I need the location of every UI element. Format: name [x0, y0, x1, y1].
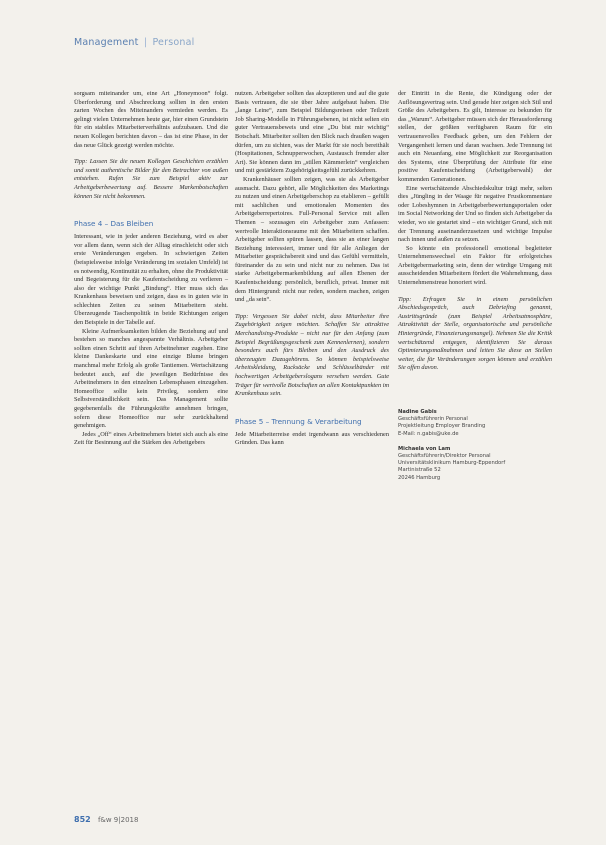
- text-column-3: [398, 90, 552, 490]
- header-separator: |: [143, 37, 148, 48]
- paragraph: Interessant, wie in jeder anderen Beziehung, wird es aber vor allem dann, wenn sich der Alltag einschleicht oder sich erste Veränderungen ergeben. In schwierigen Zeiten (beispielsweise infolge Veränderung im sozialen Umfeld) ist es notwendig, Kontinuität zu erhalten, ohne die Produktivität und Begeisterung für die Kaufentscheidung zu verlieren – also der wichtige Punkt „Bindung“. Hier muss sich das Krankenhaus beweisen und zeigen, dass es in guten wie in schlechten Zeiten zu seinen Mitarbeitern steht. Überzeugende Taschenpolitik in beide Richtungen zeigen den Beispiele in der Tabelle auf.: [74, 233, 228, 327]
- paragraph: der Eintritt in die Rente, die Kündigung oder der Auflösungsvertrag sein. Und gerade hier zeigen sich Stil und Größe des Arbeitgebers. Es gilt, Interesse zu bekunden für das „Warum“. Arbeitgeber müssen sich der Herausforderung stellen, der größten verfügbaren Raum für ein vertrauensvolles Feedback geben, um den Fehlern der Vergangenheit lernen und daran wachsen. Jede Trennung ist auch ein Neuanfang, eine Möglichkeit zur Reorganisation des Systems, eine Überprüfung der Attribute für eine positive Kaufentscheidung (Arbeitgeberwahl) der kommenden Generationen.: [398, 90, 552, 183]
- author-info: [398, 409, 552, 482]
- paragraph: Jedes „Off“ eines Arbeitnehmers bietet sich auch als eine Zeit für Besinnung auf die Stärken des Arbeitgebers: [74, 430, 228, 447]
- journal-name: f&w 9|2018: [97, 816, 139, 824]
- author-line: Projektleitung Employer Branding: [398, 423, 486, 430]
- page-footer: [74, 815, 138, 824]
- author-name: Nadine Gabis: [398, 409, 437, 415]
- section-title: Management: [74, 37, 139, 48]
- paragraph: sorgsam miteinander um, eine Art „Honeymoon“ folgt. Überforderung und Abschreckung sollten in den ersten zarten Wochen des Miteinanders vermieden werden. Es gelingt vielen Unternehmen heute gar, hier einen Grundstein für ein stabiles Mitarbeiterverhältnis aufzubauen. Und die neuen Kollegen berichten davon – das ist eine Phase, in der das neue Glück gezeigt werden möchte.: [74, 90, 228, 149]
- paragraph: Krankenhäuser sollten zeigen, was sie als Arbeitgeber ausmacht. Dazu gehört, alle Möglichkeiten des Marketings zu nutzen und einen Arbeitgeberschop zu etablieren – gefüllt mit sachlichen und emotionalen Momenten des Arbeitgeberrepertoires. Full-Personal Service mit allen Themen – sozusagen ein Arbeitgeber zum Anfassen: wertvolle Interaktionsraume mit den Mitarbeitern schaffen. Arbeitgeber sollten spüren lassen, dass sie an einer langen Beziehung interessiert, immer und für alle Anliegen der Mitarbeiter gesprächsbereit sind und das Gefühl vermitteln, füreinander da zu sein und nicht nur zu nehmen. Das ist starke Arbeitgebermarkenbildung auf allen Ebenen der Kaufentscheidung: persönlich, beruflich, privat. Immer mit dem Hintergrund: nicht nur reden, sondern machen, zeigen und „da sein“.: [235, 175, 389, 304]
- author-line: Universitätsklinikum Hamburg-Eppendorf: [398, 460, 506, 467]
- paragraph: Kleine Aufmerksamkeiten bilden die Beziehung auf und bestehen so manches angespannte Verhältnis. Arbeitgeber sollten einen Schritt auf ihren Arbeitnehmer zugehen. Eine kleine Dankeskarte und eine einzige Blume bringen manchmal mehr Erfolg als große Tantiemen. Wertschätzung bedeutet auch, auf die jeweiligen Bedürfnisse des Arbeitnehmers in den einzelnen Lebensphasen einzugehen. Homeoffice sollte kein Privileg, sondern eine Selbstverständlichkeit sein. Das Management sollte gegebenenfalls die Führungskräfte annehmen bringen, sofern diese Homeoffice nur sehr zurückhaltend genehmigen.: [74, 327, 228, 430]
- text-column-2: [235, 90, 389, 448]
- section-heading-phase-4: Phase 4 – Das Bleiben: [74, 219, 154, 229]
- author-block: [398, 409, 552, 438]
- subsection-title: Personal: [152, 37, 195, 48]
- author-city: 20246 Hamburg: [398, 474, 441, 481]
- paragraph: Eine wertschätzende Abschiedskultur trägt mehr, selten dies „Jüngling in der Waage für negative Frustkommentare oder Lobeshymnen in Arbeitgeberbewertungsportalen oder im Social Networking der Und so finden sich Arbeitgeber da wieder, wo sie gestartet sind – ein wichtiger Grund, sich mit der Trennung auseinanderzusetzen und wichtige Impulse nach innen und außen zu setzen.: [398, 184, 552, 244]
- tip-paragraph: Tipp: Vergessen Sie dabei nicht, dass Mitarbeiter ihre Zugehörigkeit zeigen möchten. Schaffen Sie attraktive Merchandising-Produkte – nicht nur für den Anfang (zum Beispiel Begrüßungsgeschenk zum Kennenlernen), sondern besonders auch fürs Bleiben und den Ausdruck des überzeugten Dazugehörens. So können beispielsweise Arbeitskleidung, Rucksäcke und Schlüsselbänder mit hochwertigen Arbeitgeberslogans versehen werden. Gute Träger für wertvolle Botschaften an allen Kontaktpunkten im Krankenhaus sein.: [235, 312, 389, 398]
- tip-paragraph: Tipp: Erfragen Sie in einem persönlichen Abschiedsgespräch, auch Debriefing genannt, Austrittsgründe (zum Beispiel Arbeitsatmosphäre, Attraktivität der Stelle, organisatorische und persönliche Hintergründe, Finanzierungsmangel). Nehmen Sie die Kritik wertschätzend entgegen, identifizieren Sie daraus Optimierungsmaßnahmen und leiten Sie diese an Stellen weiter, die für Veränderungen sorgen können und erzählen Sie offen davon.: [398, 295, 552, 372]
- author-block: [398, 446, 552, 482]
- author-role: Geschäftsführerin/Direktor Personal: [398, 453, 491, 460]
- author-role: Geschäftsführerin Personal: [398, 416, 468, 423]
- author-email: E-Mail: n.gabis@uke.de: [398, 430, 459, 437]
- paragraph: nutzen. Arbeitgeber sollten das akzeptieren und auf die gute Basis vertrauen, die sie über Jahre aufgebaut haben. Die „lange Leine“, zum Beispiel Bildungsreisen oder Teilzeit Job Sharing-Modelle in Führungsebenen, ist nicht selten ein guter Vertrauensbeweis und eine „Du bist mir wichtig“ Botschaft. Mitarbeiter sollten den Blick nach draußen wagen dürfen, um zu sichten, was der Markt für sie noch bereithält (Hospitationen, Schnupperwochen, Austausch fremder alter Art). Sie können dann im „stillen Kämmerlein“ vergleichen und mit gestärktem Zugehörigkeitsgefühl zurückkehren.: [235, 90, 389, 175]
- author-name: Michaela von Lam: [398, 445, 451, 452]
- paragraph: Jede Mitarbeiterreise endet irgendwann aus verschiedenen Gründen. Das kann: [235, 430, 389, 447]
- section-heading-phase-5: Phase 5 – Trennung & Verarbeitung: [235, 416, 362, 426]
- tip-paragraph: Tipp: Lassen Sie die neuen Kollegen Geschichten erzählen und somit authentische Bilder für den Betrachter von außen entstehen. Rufen Sie zum Beispiel aktiv zur Arbeitgeberbewertung auf. Bessere Markenbotschaften können Sie nicht bekommen.: [74, 158, 228, 200]
- page-number: 852: [74, 815, 91, 824]
- author-address: Martinistraße 52: [398, 467, 441, 474]
- section-header: [74, 37, 194, 48]
- text-column-1: [74, 90, 228, 448]
- paragraph: So könnte ein professionell emotional begleiteter Unternehmenswechsel ein Faktor für erfolgreiches Arbeitgebermarketing sein, denn der würdige Umgang mit ausscheidenden Mitarbeitern fördert die Wahrnehmung, dass Unternehmenstreue honoriert wird.: [398, 244, 552, 287]
